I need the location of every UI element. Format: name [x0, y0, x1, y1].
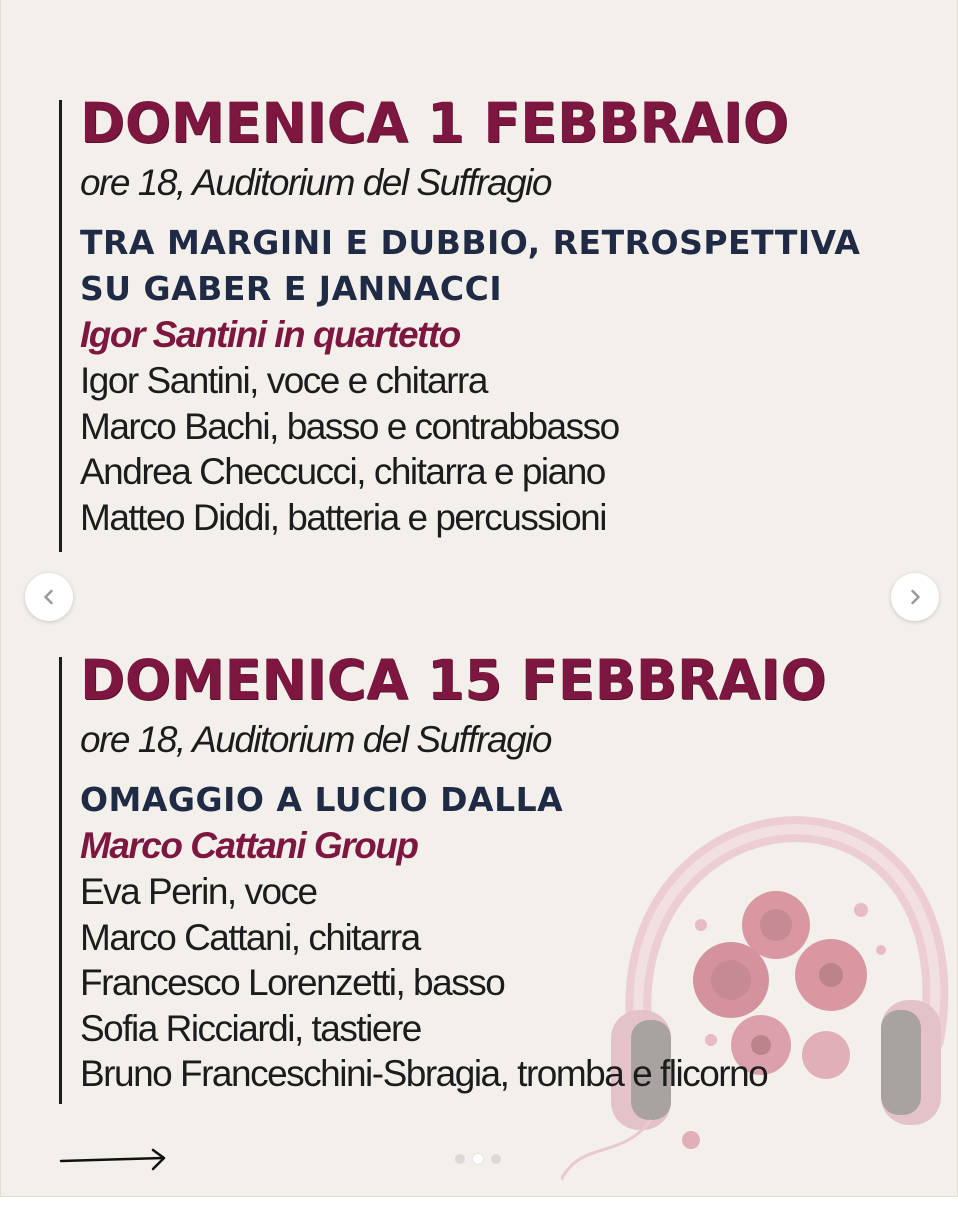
member-line: Matteo Diddi, batteria e percussioni [80, 496, 606, 538]
carousel-next-button[interactable] [891, 573, 939, 621]
event-date: DOMENICA 1 FEBBRAIO [80, 90, 789, 156]
event-ensemble: Igor Santini in quartetto [80, 314, 460, 355]
event-block-2 [59, 647, 827, 1104]
member-line: Eva Perin, voce [80, 871, 317, 912]
pagination-dot-active[interactable] [473, 1154, 483, 1164]
event-title-line: SU GABER E JANNACCI [80, 269, 503, 308]
member-line: Bruno Franceschini-Sbragia, tromba e flicorno [80, 1053, 768, 1094]
event-venue: ore 18, Auditorium del Suffragio [80, 719, 551, 760]
event-title [80, 777, 826, 823]
event-title-line: TRA MARGINI E DUBBIO, RETROSPETTIVA [80, 223, 861, 262]
event-date: DOMENICA 15 FEBBRAIO [80, 647, 827, 713]
event-title [80, 220, 860, 312]
member-line: Marco Bachi, basso e contrabbasso [80, 405, 619, 447]
event-ensemble: Marco Cattani Group [80, 825, 418, 866]
carousel-prev-button[interactable] [25, 573, 73, 621]
chevron-right-icon [905, 587, 925, 607]
event-title-line: OMAGGIO A LUCIO DALLA [80, 780, 564, 819]
chevron-left-icon [39, 587, 59, 607]
pagination-dot[interactable] [455, 1154, 465, 1164]
member-line: Igor Santini, voce e chitarra [80, 360, 487, 401]
carousel-pagination [455, 1154, 501, 1164]
event-block-1 [59, 90, 861, 552]
member-line: Andrea Checcucci, chitarra e piano [80, 451, 605, 492]
member-line: Francesco Lorenzetti, basso [80, 962, 505, 1003]
pagination-dot[interactable] [491, 1154, 501, 1164]
member-line: Marco Cattani, chitarra [80, 916, 420, 958]
event-venue: ore 18, Auditorium del Suffragio [80, 162, 551, 203]
post-footer-strip [0, 1196, 958, 1215]
member-line: Sofia Ricciardi, tastiere [80, 1007, 421, 1049]
swipe-arrow-icon [59, 1147, 169, 1177]
